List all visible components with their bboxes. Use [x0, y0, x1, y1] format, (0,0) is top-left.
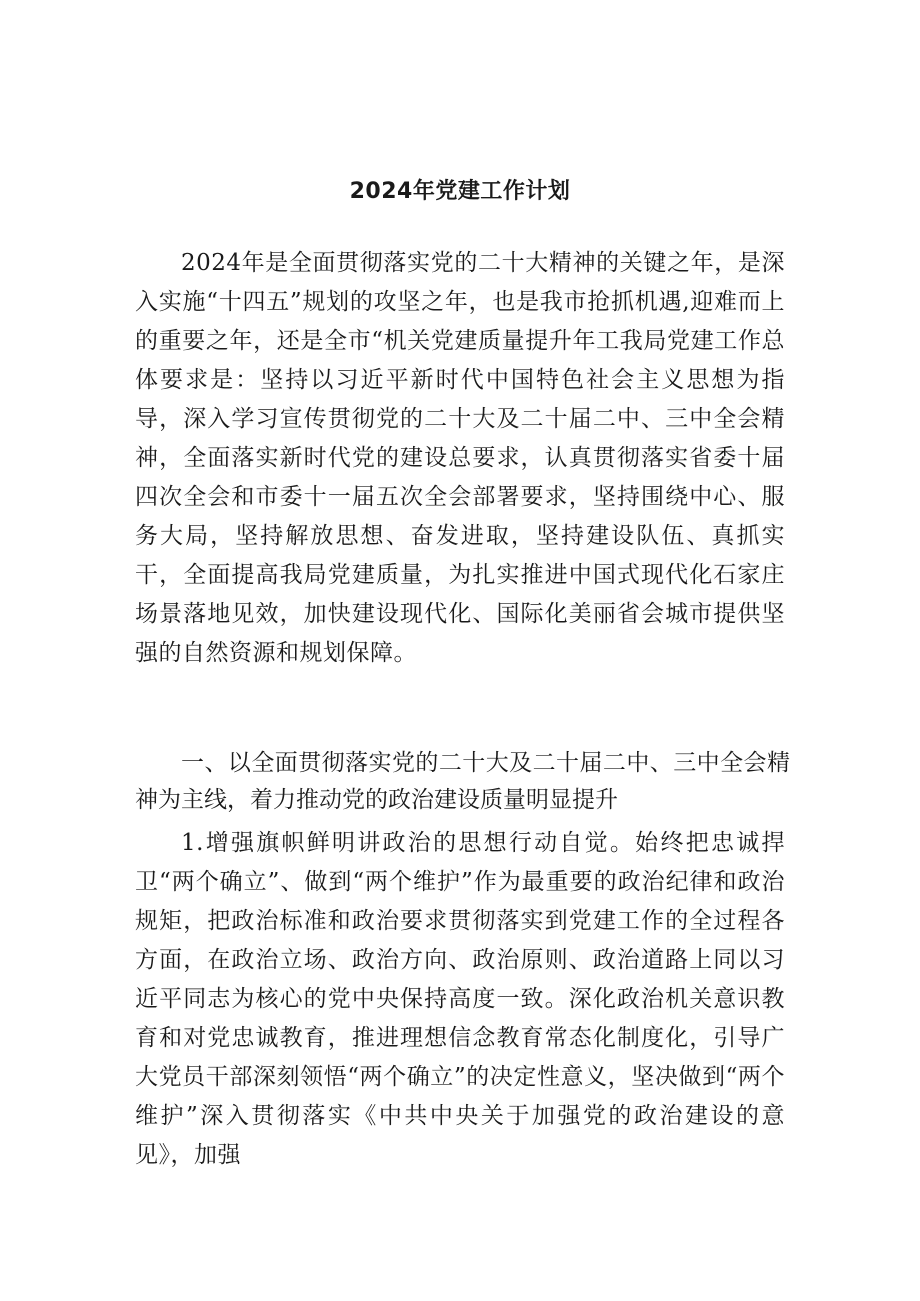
- section-heading: 一、以全面贯彻落实党的二十大及二十届二中、三中全会精神为主线，着力推动党的政治建设质量明显提升: [135, 750, 790, 813]
- document-title: 2024年党建工作计划: [349, 179, 571, 204]
- section-item-paragraph: 1.增强旗帜鲜明讲政治的思想行动自觉。始终把忠诚捍卫“两个确立”、做到“两个维护”作为最重要的政治纪律和政治规矩，把政治标准和政治要求贯彻落实到党建工作的全过程各方面，在政治立场、政治方向、政治原则、政治道路上同以习近平同志为核心的党中央保持高度一致。深化政治机关意识教育和对党忠诚教育，推进理想信念教育常态化制度化，引导广大党员干部深刻领悟“两个确立”的决定性意义，坚决做到“两个维护”深入贯彻落实《中共中央关于加强党的政治建设的意见》，加强: [135, 830, 785, 1168]
- intro-paragraph: 2024年是全面贯彻落实党的二十大精神的关键之年，是深入实施“十四五”规划的攻坚之年，也是我市抢抓机遇,迎难而上的重要之年，还是全市“机关党建质量提升年工我局党建工作总体要求是：坚持以习近平新时代中国特色社会主义思想为指导，深入学习宣传贯彻党的二十大及二十届二中、三中全会精神，全面落实新时代党的建设总要求，认真贯彻落实省委十届四次全会和市委十一届五次全会部署要求，坚持围绕中心、服务大局，坚持解放思想、奋发进取，坚持建设队伍、真抓实干，全面提高我局党建质量，为扎实推进中国式现代化石家庄场景落地见效，加快建设现代化、国际化美丽省会城市提供坚强的自然资源和规划保障。: [135, 250, 785, 666]
